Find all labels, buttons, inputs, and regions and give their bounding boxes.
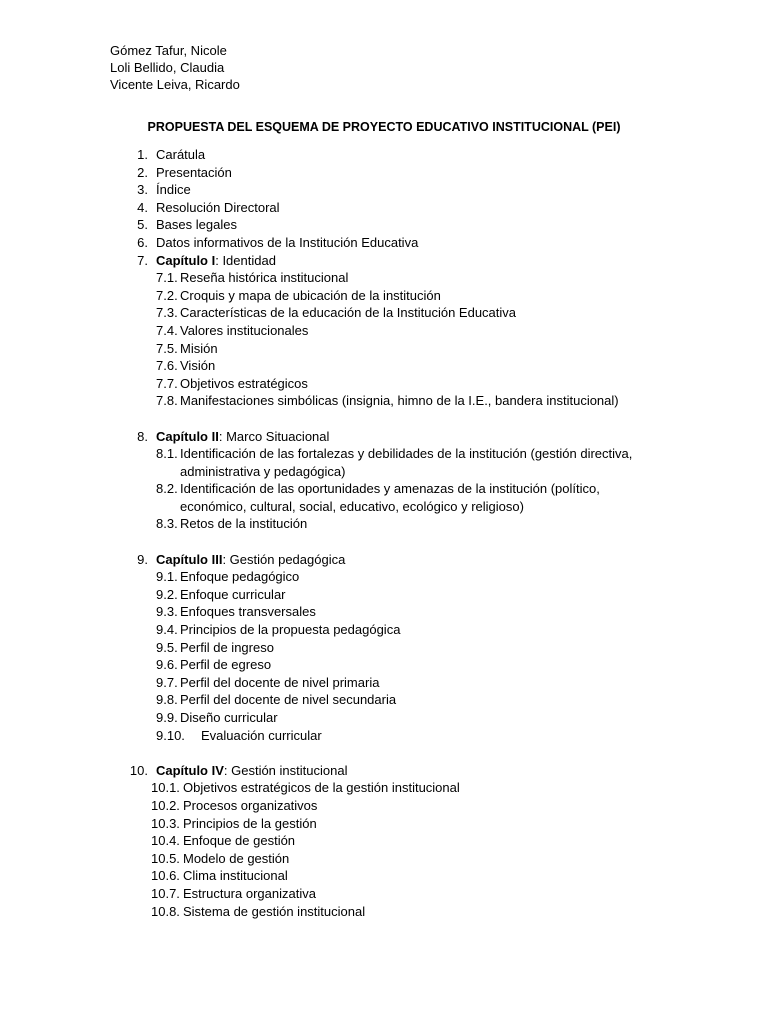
item-number: 5.	[137, 217, 148, 233]
subitem-text: económico, cultural, social, educativo, ecológico y religioso)	[180, 498, 524, 514]
list-item	[0, 392, 768, 410]
subitem-text: Diseño curricular	[180, 710, 278, 725]
chapter-name: : Marco Situacional	[218, 428, 330, 444]
subitem-number: 9.6.	[156, 657, 178, 673]
subitem-text: Modelo de gestión	[183, 850, 290, 866]
list-item	[0, 252, 768, 270]
list-item	[0, 797, 768, 815]
list-item	[0, 357, 768, 375]
list-item	[0, 287, 768, 305]
subitem-text: Clima institucional	[183, 868, 288, 884]
subitem-number: 7.8.	[156, 393, 178, 409]
list-item	[0, 181, 768, 199]
subitem-number: 9.9.	[156, 710, 178, 725]
author-list	[110, 42, 240, 93]
list-item	[0, 551, 768, 569]
chapter-number: 7.	[137, 252, 148, 268]
subitem-text: Evaluación curricular	[201, 727, 322, 743]
item-text: Índice	[156, 182, 191, 198]
subitem-number: 10.7.	[151, 885, 180, 901]
subitem-number: 9.8.	[156, 692, 178, 708]
subitem-number: 7.5.	[156, 340, 178, 356]
subitem-number: 10.2.	[151, 797, 180, 813]
list-item	[0, 146, 768, 164]
list-item	[0, 463, 768, 481]
subitem-number: 8.3.	[156, 516, 178, 532]
list-item	[0, 498, 768, 516]
subitem-number: 10.3.	[151, 815, 180, 831]
list-item	[0, 199, 768, 217]
list-item	[0, 304, 768, 322]
subitem-number: 10.8.	[151, 903, 180, 919]
subitem-text: Objetivos estratégicos	[180, 375, 308, 391]
subitem-text: Principios de la propuesta pedagógica	[180, 622, 401, 638]
list-item	[0, 164, 768, 182]
item-number: 3.	[137, 182, 148, 198]
chapter-name: : Gestión institucional	[223, 762, 348, 778]
subitem-number: 8.1.	[156, 446, 178, 462]
chapter-heading	[156, 551, 345, 569]
list-item	[0, 428, 768, 446]
blank-line	[0, 410, 768, 428]
subitem-text: Retos de la institución	[180, 516, 308, 532]
blank-line	[0, 744, 768, 762]
chapter-label: Capítulo II	[156, 428, 219, 444]
subitem-number: 9.5.	[156, 639, 178, 655]
subitem-text: Objetivos estratégicos de la gestión institucional	[183, 780, 460, 796]
subitem-number: 9.4.	[156, 622, 178, 638]
chapter-number: 9.	[137, 551, 148, 567]
subitem-text: Características de la educación de la Institución Educativa	[180, 305, 517, 321]
list-item	[0, 779, 768, 797]
author-name: Gómez Tafur, Nicole	[110, 43, 227, 58]
list-item	[0, 903, 768, 921]
subitem-text: Manifestaciones simbólicas (insignia, himno de la I.E., bandera institucional)	[180, 393, 619, 409]
list-item	[0, 832, 768, 850]
subitem-text: Principios de la gestión	[183, 815, 317, 831]
item-text: Presentación	[156, 164, 232, 180]
item-text: Datos informativos de la Institución Educativa	[156, 234, 419, 250]
item-number: 2.	[137, 164, 148, 180]
subitem-text: Perfil del docente de nivel secundaria	[180, 692, 397, 708]
subitem-number: 10.4.	[151, 833, 180, 849]
subitem-text: Enfoque curricular	[180, 586, 286, 602]
list-item	[0, 568, 768, 586]
item-number: 4.	[137, 199, 148, 215]
list-item	[0, 621, 768, 639]
chapter-label: Capítulo I	[156, 252, 216, 268]
subitem-text: Visión	[180, 358, 216, 374]
subitem-text: Identificación de las fortalezas y debilidades de la institución (gestión directiva,	[180, 446, 633, 462]
item-number: 1.	[137, 147, 148, 162]
chapter-name: : Identidad	[215, 252, 276, 268]
list-item	[0, 515, 768, 533]
subitem-number: 7.2.	[156, 287, 178, 303]
subitem-text: Identificación de las oportunidades y amenazas de la institución (político,	[180, 481, 600, 497]
chapter-number: 10.	[129, 762, 148, 778]
subitem-text: Perfil del docente de nivel primaria	[180, 674, 380, 690]
subitem-text: Enfoque pedagógico	[180, 569, 300, 585]
subitem-text: Perfil de egreso	[180, 657, 272, 673]
list-item	[0, 340, 768, 358]
subitem-number: 7.7.	[156, 375, 178, 391]
subitem-text: Perfil de ingreso	[180, 639, 274, 655]
subitem-text: Misión	[180, 340, 218, 356]
list-item	[0, 656, 768, 674]
subitem-number: 9.7.	[156, 674, 178, 690]
item-text: Resolución Directoral	[156, 199, 280, 215]
subitem-text: Estructura organizativa	[183, 885, 316, 901]
subitem-text: Reseña histórica institucional	[180, 270, 349, 286]
subitem-number: 9.3.	[156, 604, 178, 620]
chapter-heading	[156, 428, 329, 446]
list-item	[0, 269, 768, 287]
chapter-name: : Gestión pedagógica	[222, 551, 346, 567]
subitem-number: 10.1.	[151, 780, 180, 796]
item-text: Bases legales	[156, 217, 237, 233]
subitem-number: 7.3.	[156, 305, 178, 321]
subitem-text: Sistema de gestión institucional	[183, 903, 366, 919]
subitem-text: Procesos organizativos	[183, 797, 318, 813]
subitem-number: 10.6.	[151, 868, 180, 884]
list-item	[0, 727, 768, 745]
subitem-text: Croquis y mapa de ubicación de la institución	[180, 287, 441, 303]
subitem-number: 7.1.	[156, 270, 178, 286]
list-item	[0, 322, 768, 340]
subitem-number: 9.10.	[156, 727, 185, 743]
list-item	[0, 850, 768, 868]
list-item	[0, 480, 768, 498]
subitem-number: 9.2.	[156, 586, 178, 602]
list-item	[0, 885, 768, 903]
list-item	[0, 815, 768, 833]
outline-list	[0, 146, 768, 920]
list-item	[0, 691, 768, 709]
list-item	[0, 709, 768, 727]
chapter-label: Capítulo III	[156, 551, 223, 567]
subitem-number: 7.4.	[156, 322, 178, 338]
subitem-text: Enfoque de gestión	[183, 833, 296, 849]
list-item	[0, 234, 768, 252]
item-number: 6.	[137, 234, 148, 250]
chapter-heading	[156, 252, 276, 270]
list-item	[0, 375, 768, 393]
chapter-heading	[156, 762, 347, 780]
subitem-number: 9.1.	[156, 569, 178, 585]
author-name: Loli Bellido, Claudia	[110, 60, 225, 75]
list-item	[0, 445, 768, 463]
blank-line	[0, 533, 768, 551]
chapter-label: Capítulo IV	[156, 762, 224, 778]
list-item	[0, 586, 768, 604]
author-name: Vicente Leiva, Ricardo	[110, 77, 240, 92]
list-item	[0, 867, 768, 885]
subitem-number: 8.2.	[156, 481, 178, 497]
list-item	[0, 216, 768, 234]
subitem-number: 7.6.	[156, 358, 178, 374]
subitem-text: Valores institucionales	[180, 322, 309, 338]
chapter-number: 8.	[137, 428, 148, 444]
list-item	[0, 603, 768, 621]
subitem-number: 10.5.	[151, 850, 180, 866]
subitem-text: Enfoques transversales	[180, 604, 316, 620]
item-text: Carátula	[156, 147, 206, 162]
document-title: PROPUESTA DEL ESQUEMA DE PROYECTO EDUCATIVO INSTITUCIONAL (PEI)	[147, 120, 621, 134]
subitem-text: administrativa y pedagógica)	[180, 463, 346, 479]
list-item	[0, 639, 768, 657]
list-item	[0, 674, 768, 692]
list-item	[0, 762, 768, 780]
